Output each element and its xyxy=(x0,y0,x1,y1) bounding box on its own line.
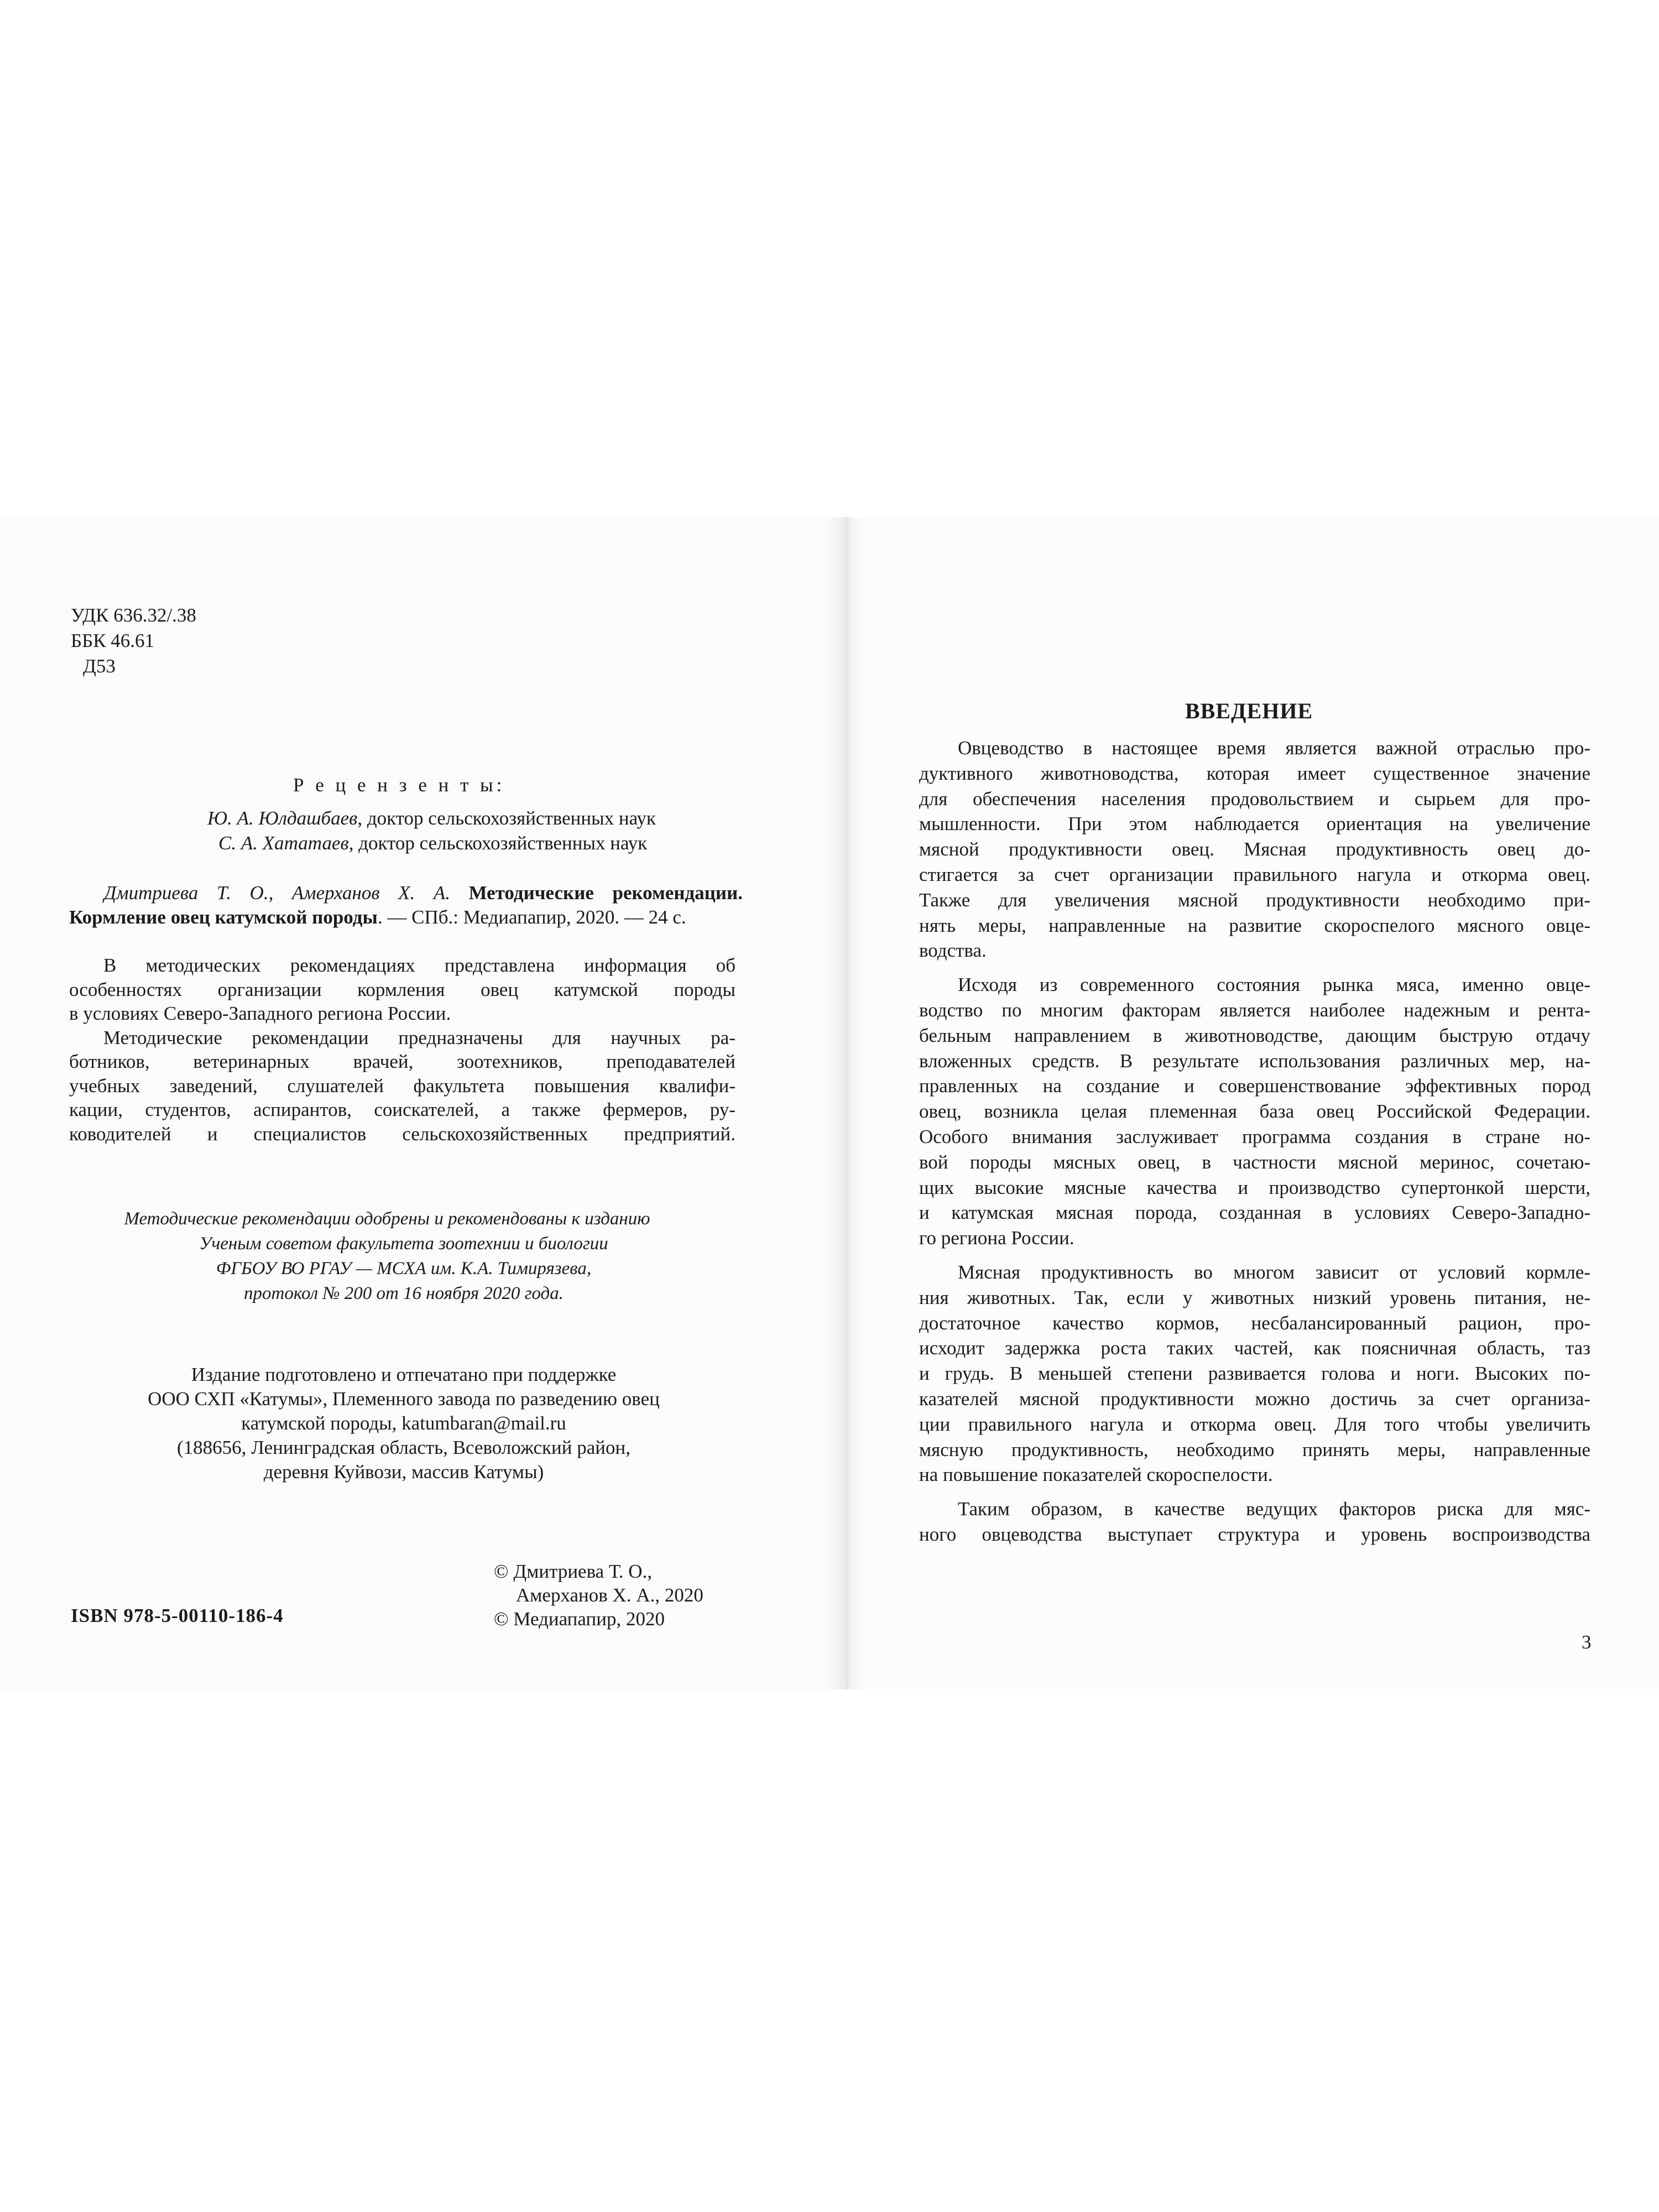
abstract-line: ководителей и специалистов сельскохозяйственных предприятий. xyxy=(69,1123,735,1145)
body-line: дуктивного животноводства, которая имеет существенное значение xyxy=(919,762,1590,784)
support-line: ООО СХП «Катумы», Племенного завода по разведению овец xyxy=(148,1388,660,1410)
paragraph-gap xyxy=(919,1488,1590,1496)
approval-line: Ученым советом факультета зоотехнии и биологии xyxy=(199,1234,608,1254)
body-line: щих высокие мясные качества и производство супертонкой шерсти, xyxy=(919,1176,1590,1198)
support-line: деревня Куйвози, массив Катумы) xyxy=(263,1461,544,1483)
bib-title-1: Методические рекомендации. xyxy=(468,882,743,904)
chapter-heading: ВВЕДЕНИЕ xyxy=(1185,698,1313,723)
bib-line-2 xyxy=(69,905,743,930)
body-line: бельным направлением в животноводстве, дающим быструю отдачу xyxy=(919,1024,1590,1046)
abstract-line: учебных заведений, слушателей факультета повышения квалифи- xyxy=(69,1074,735,1097)
approval-line: ФГБОУ ВО РГАУ — МСХА им. К.А. Тимирязева, xyxy=(216,1259,592,1279)
support-line: (188656, Ленинградская область, Всеволожский район, xyxy=(176,1437,630,1458)
body-line: и грудь. В меньшей степени развивается голова и ноги. Высоких по- xyxy=(919,1363,1590,1385)
body-line: мясную продуктивность, необходимо принять меры, направленные xyxy=(919,1438,1590,1460)
body-line: водство по многим факторам является наиболее надежным и рента- xyxy=(919,999,1590,1021)
copyright-line: Амерханов Х. А., 2020 xyxy=(516,1584,703,1606)
abstract-line: Методические рекомендации предназначены для научных ра- xyxy=(103,1026,735,1048)
body-line: мышленности. При этом наблюдается ориентация на увеличение xyxy=(919,813,1590,835)
approval-line: протокол № 200 от 16 ноября 2020 года. xyxy=(244,1284,564,1303)
body-line: Таким образом, в качестве ведущих факторов риска для мяс- xyxy=(958,1498,1590,1520)
reviewer-1 xyxy=(207,807,656,830)
approval-note xyxy=(0,1207,807,1306)
body-line: вой породы мясных овец, в частности мясной меринос, сочетаю- xyxy=(919,1151,1590,1173)
body-line: го региона России. xyxy=(919,1227,1074,1249)
abstract-line: В методических рекомендациях представлена информация об xyxy=(103,954,735,976)
reviewers-title: Р е ц е н з е н т ы: xyxy=(293,774,505,796)
body-line: овец, возникла целая племенная база овец Российской Федерации. xyxy=(919,1100,1590,1123)
bbk-code: ББК 46.61 xyxy=(71,630,155,651)
body-line: и катумская мясная порода, созданная в условиях Северо-Западно- xyxy=(919,1202,1590,1224)
support-line: Издание подготовлено и отпечатано при поддержке xyxy=(191,1364,617,1385)
body-line: водства. xyxy=(919,940,987,962)
body-line: мясной продуктивности овец. Мясная продуктивность овец до- xyxy=(919,838,1590,860)
reviewer-2 xyxy=(218,832,647,854)
body-line: на повышение показателей скороспелости. xyxy=(919,1464,1273,1486)
body-line: вложенных средств. В результате использования различных мер, на- xyxy=(919,1050,1590,1072)
body-line: правленных на создание и совершенствование эффективных пород xyxy=(919,1075,1590,1097)
copyright-line: © Дмитриева Т. О., xyxy=(494,1561,653,1582)
page-number: 3 xyxy=(1582,1631,1592,1653)
author-mark: Д53 xyxy=(83,655,116,677)
body-line: исходит задержка роста таких частей, как поясничная область, таз xyxy=(919,1337,1590,1359)
body-line: Овцеводство в настоящее время является важной отраслью про- xyxy=(958,737,1590,759)
body-line: достаточное качество кормов, несбалансированный рацион, про- xyxy=(919,1312,1590,1334)
body-line: Также для увеличения мясной продуктивности необходимо при- xyxy=(919,889,1590,911)
abstract xyxy=(69,953,735,1146)
reviewer-1-title: , доктор сельскохозяйственных наук xyxy=(357,807,656,829)
bib-publication: . — СПб.: Медиапапир, 2020. — 24 с. xyxy=(377,906,686,928)
copyright-line: © Медиапапир, 2020 xyxy=(494,1608,665,1630)
copyright-block xyxy=(494,1559,703,1631)
body-line: стигается за счет организации правильного нагула и откорма овец. xyxy=(919,863,1590,885)
bibliographic-record xyxy=(69,881,743,930)
book-gutter xyxy=(827,517,865,1689)
approval-line: Методические рекомендации одобрены и рекомендованы к изданию xyxy=(124,1209,650,1229)
udc-code: УДК 636.32/.38 xyxy=(71,604,196,626)
body-line: ции правильного нагула и откорма овец. Для того чтобы увеличить xyxy=(919,1413,1590,1435)
bib-authors: Дмитриева Т. О., Амерханов Х. А. xyxy=(104,882,450,904)
body-line: нять меры, направленные на развитие скороспелого мясного овце- xyxy=(919,914,1590,936)
body-line: для обеспечения населения продовольствием и сырьем для про- xyxy=(919,787,1590,810)
reviewer-2-title: , доктор сельскохозяйственных наук xyxy=(348,832,648,854)
body-line: ного овцеводства выступает структура и уровень воспроизводства xyxy=(919,1523,1590,1545)
support-note xyxy=(0,1363,807,1484)
classification-codes xyxy=(71,603,196,679)
body-line: Особого внимания заслуживает программа создания в стране но- xyxy=(919,1125,1590,1147)
paragraph-gap xyxy=(919,963,1590,972)
paragraph-gap xyxy=(919,1251,1590,1260)
abstract-line: кации, студентов, аспирантов, соискателей, а также фермеров, ру- xyxy=(69,1099,735,1120)
support-line: катумской породы, katumbaran@mail.ru xyxy=(241,1412,566,1434)
abstract-line: особенностях организации кормления овец катумской породы xyxy=(69,978,735,1000)
abstract-line: в условиях Северо-Западного региона России. xyxy=(69,1003,451,1024)
abstract-line: ботников, ветеринарных врачей, зоотехников, преподавателей xyxy=(69,1051,735,1072)
body-line: казателей мясной продуктивности можно достичь за счет организа- xyxy=(919,1387,1590,1410)
introduction-body xyxy=(919,735,1590,1547)
bib-title-2: Кормление овец катумской породы xyxy=(69,906,378,928)
isbn: ISBN 978-5-00110-186-4 xyxy=(71,1605,284,1626)
body-line: ния животных. Так, если у животных низкий уровень питания, не- xyxy=(919,1286,1590,1308)
body-line: Мясная продуктивность во многом зависит от условий кормле- xyxy=(958,1261,1590,1283)
bib-line-1 xyxy=(104,881,743,905)
body-line: Исходя из современного состояния рынка мяса, именно овце- xyxy=(958,974,1590,996)
reviewer-2-name: С. А. Хататаев xyxy=(218,832,349,854)
reviewer-1-name: Ю. А. Юлдашбаев xyxy=(207,807,358,829)
